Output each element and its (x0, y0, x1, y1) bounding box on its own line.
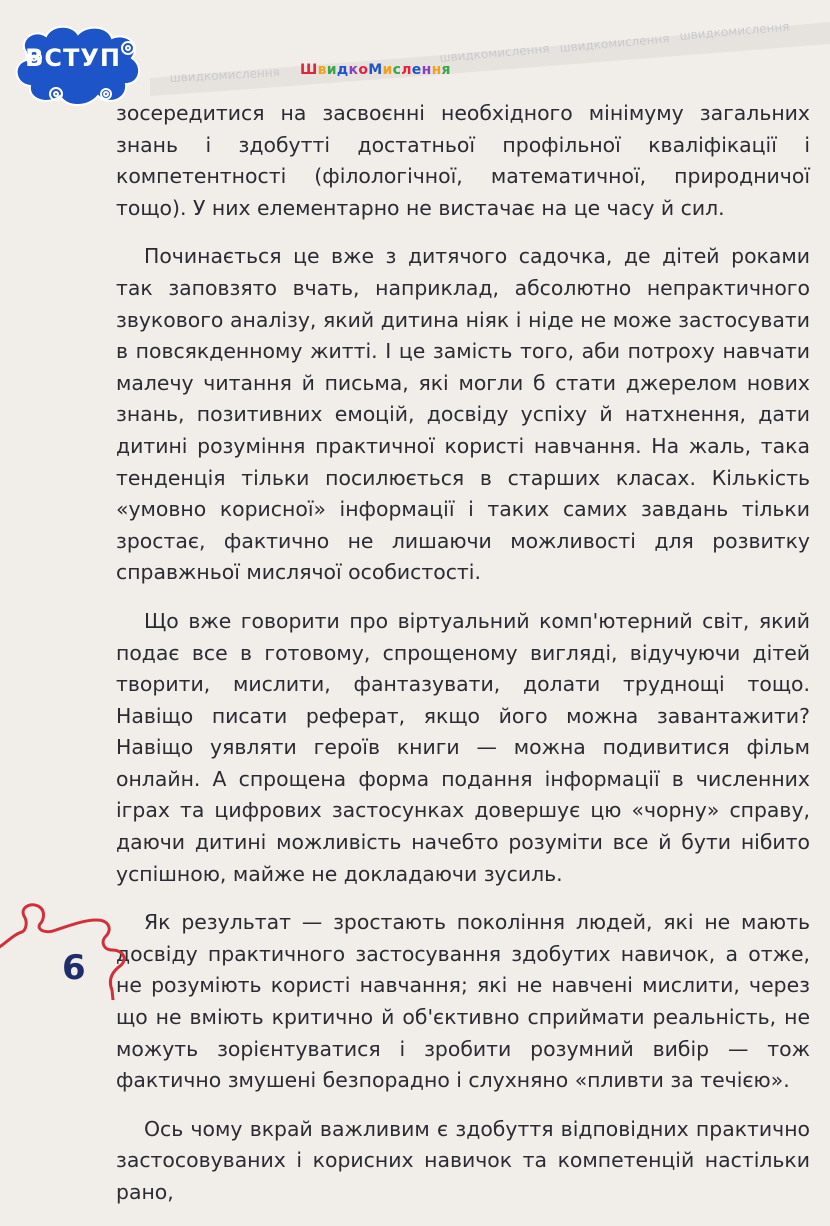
paragraph: Ось чому вкрай важливим є здобуття відповідних практично застосовуваних і корисних навичок та компетенцій настільки рано, (116, 1116, 810, 1204)
paragraph: Що вже говорити про віртуальний комп'ютерний світ, який подає все в готовому, спрощеному вигляді, відучуючи дітей творити, мислити, фантазувати, долати труднощі тощо. Навіщо писати реферат, якщо його можна завантажити? Навіщо уявляти героїв книги — можна подивитися фільм онлайн. А спрощена форма подання інформації в численних іграх та цифрових застосунках довершує цю «чорну» справу, даючи дитині можливість начебто розуміти все й бути нібито успішною, майже не докладаючи зусиль. (116, 608, 810, 886)
svg-text:швидкомислення: швидкомислення (439, 41, 550, 65)
paragraph: Як результат — зростають покоління людей, які не мають досвіду практичного застосування здобутих навичок, а отже, не розуміють користі навчання; які не навчені мислити, через що не вміють критично й об'єктивно сприймати реальність, не можуть зорієнтуватися і зробити розумний вибір — тож фактично змушені безпорадно і слухняно «пливти за течією». (116, 910, 810, 1093)
title-band (150, 0, 830, 110)
svg-text:швидкомислення: швидкомислення (169, 65, 281, 85)
brand-logo: ШвидкоМислення (300, 62, 451, 78)
section-title: ВСТУП (25, 44, 121, 72)
page-header (0, 0, 830, 110)
body-text (116, 98, 810, 1226)
svg-text:швидкомислення: швидкомислення (559, 31, 670, 55)
paragraph: Починається це вже з дитячого садочка, де дітей роками так заповзято вчать, наприклад, абсолютно непрактичного звукового аналізу, який дитина ніяк і ніде не може застосувати в повсякденному житті. І це замість того, аби потроху навчати малечу читання й письма, які могли б стати джерелом нових знань, позитивних емоцій, досвіду успіху й натхнення, дати дитині розуміння практичної користі навчання. На жаль, така тенденція тільки посилюється в старших класах. Кількість «умовно корисної» інформації і таких самих завдань тільки зростає, фактично не лишаючи можливості для розвитку справжньої мислячої особистості. (116, 244, 810, 585)
svg-text:швидкомислення: швидкомислення (679, 19, 790, 43)
page-number: 6 (62, 948, 86, 988)
paragraph: зосередитися на засвоєнні необхідного мінімуму загальних знань і здобутті достатньої профільної кваліфікації і компетентності (філологічної, математичної, природничої тощо). У них елементарно не вистачає на це часу й сил. (116, 101, 810, 220)
